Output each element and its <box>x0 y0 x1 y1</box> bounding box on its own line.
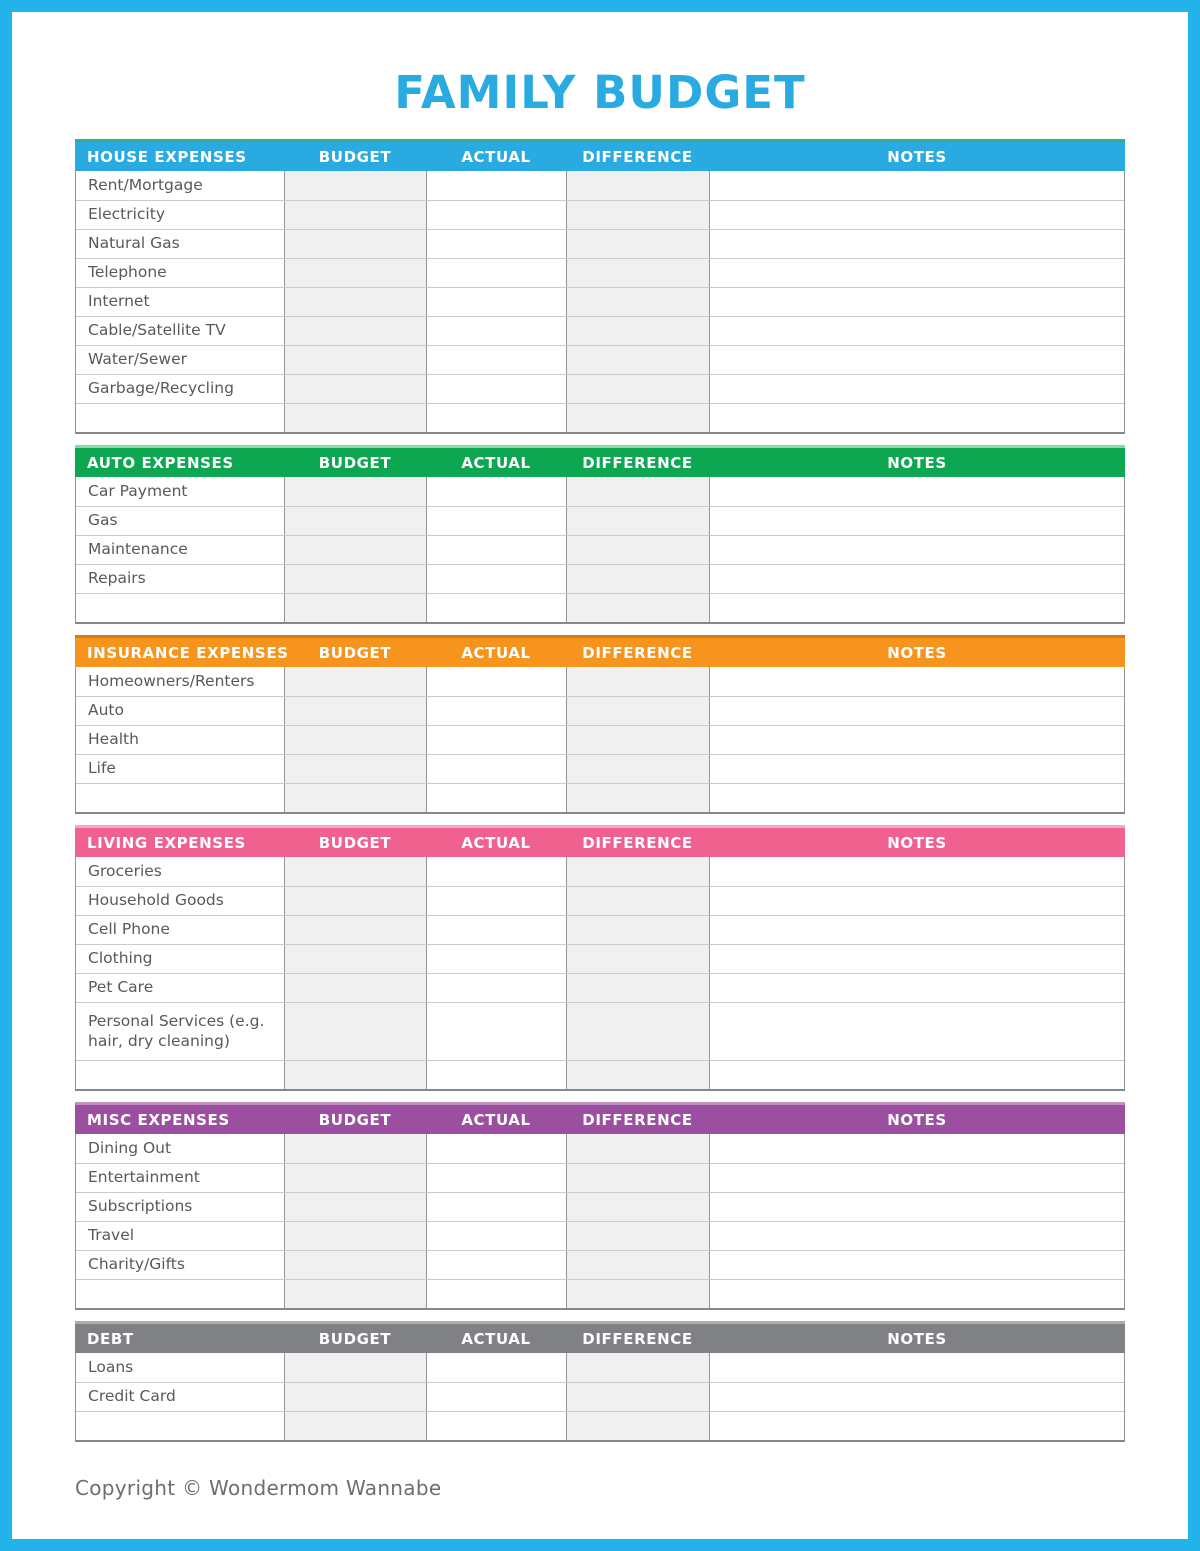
difference-cell <box>567 1061 710 1089</box>
budget-cell <box>285 288 427 316</box>
actual-cell <box>427 317 567 345</box>
expense-label: Credit Card <box>76 1383 285 1411</box>
expense-label: Health <box>76 726 285 754</box>
difference-cell <box>567 1003 710 1060</box>
expense-row <box>76 973 1124 1002</box>
difference-cell <box>567 375 710 403</box>
actual-cell <box>427 171 567 200</box>
section-body <box>75 1134 1125 1310</box>
expense-label: Garbage/Recycling <box>76 375 285 403</box>
actual-cell <box>427 1164 567 1192</box>
difference-cell <box>567 594 710 622</box>
notes-cell <box>710 507 1124 535</box>
actual-cell <box>427 477 567 506</box>
difference-cell <box>567 230 710 258</box>
expense-row <box>76 374 1124 403</box>
notes-cell <box>710 726 1124 754</box>
difference-cell <box>567 507 710 535</box>
difference-cell <box>567 1353 710 1382</box>
expense-row <box>76 477 1124 506</box>
column-header-actual: ACTUAL <box>461 1329 531 1348</box>
budget-cell <box>285 1383 427 1411</box>
section-title: INSURANCE EXPENSES <box>87 643 289 662</box>
notes-cell <box>710 1222 1124 1250</box>
actual-cell <box>427 974 567 1002</box>
actual-cell <box>427 1383 567 1411</box>
expense-row <box>76 258 1124 287</box>
section-misc <box>75 1102 1125 1310</box>
difference-cell <box>567 726 710 754</box>
column-header-difference: DIFFERENCE <box>582 453 693 472</box>
column-header-notes: NOTES <box>887 453 947 472</box>
notes-cell <box>710 375 1124 403</box>
section-living <box>75 825 1125 1091</box>
expense-label: Telephone <box>76 259 285 287</box>
budget-cell <box>285 1353 427 1382</box>
expense-row <box>76 403 1124 432</box>
budget-cell <box>285 945 427 973</box>
actual-cell <box>427 1061 567 1089</box>
actual-cell <box>427 536 567 564</box>
difference-cell <box>567 1193 710 1221</box>
expense-row <box>76 1411 1124 1440</box>
notes-cell <box>710 857 1124 886</box>
difference-cell <box>567 697 710 725</box>
budget-cell <box>285 697 427 725</box>
actual-cell <box>427 346 567 374</box>
notes-cell <box>710 1251 1124 1279</box>
budget-cell <box>285 565 427 593</box>
notes-cell <box>710 667 1124 696</box>
actual-cell <box>427 201 567 229</box>
notes-cell <box>710 697 1124 725</box>
actual-cell <box>427 230 567 258</box>
expense-label: Subscriptions <box>76 1193 285 1221</box>
notes-cell <box>710 594 1124 622</box>
expense-label: Dining Out <box>76 1134 285 1163</box>
actual-cell <box>427 1003 567 1060</box>
notes-cell <box>710 1061 1124 1089</box>
budget-cell <box>285 1412 427 1440</box>
expense-row <box>76 1192 1124 1221</box>
actual-cell <box>427 1222 567 1250</box>
notes-cell <box>710 317 1124 345</box>
expense-label: Internet <box>76 288 285 316</box>
difference-cell <box>567 477 710 506</box>
expense-label: Personal Services (e.g. hair, dry cleaning) <box>76 1003 285 1060</box>
sections-container <box>75 139 1125 1442</box>
notes-cell <box>710 404 1124 432</box>
difference-cell <box>567 945 710 973</box>
column-header-budget: BUDGET <box>318 1110 392 1129</box>
actual-cell <box>427 784 567 812</box>
notes-cell <box>710 565 1124 593</box>
expense-row <box>76 345 1124 374</box>
expense-label: Natural Gas <box>76 230 285 258</box>
expense-row <box>76 857 1124 886</box>
section-debt <box>75 1321 1125 1442</box>
notes-cell <box>710 1164 1124 1192</box>
difference-cell <box>567 1222 710 1250</box>
actual-cell <box>427 1353 567 1382</box>
expense-row <box>76 506 1124 535</box>
column-header-notes: NOTES <box>887 833 947 852</box>
notes-cell <box>710 259 1124 287</box>
section-house <box>75 139 1125 434</box>
notes-cell <box>710 1383 1124 1411</box>
section-header-bar <box>75 139 1125 171</box>
budget-cell <box>285 857 427 886</box>
actual-cell <box>427 594 567 622</box>
budget-cell <box>285 536 427 564</box>
copyright-text: Copyright © Wondermom Wannabe <box>75 1476 442 1500</box>
budget-cell <box>285 171 427 200</box>
expense-row <box>76 229 1124 258</box>
section-header-bar <box>75 635 1125 667</box>
expense-row <box>76 1134 1124 1163</box>
actual-cell <box>427 1193 567 1221</box>
column-header-budget: BUDGET <box>318 1329 392 1348</box>
budget-cell <box>285 1164 427 1192</box>
expense-label <box>76 1412 285 1440</box>
expense-label: Entertainment <box>76 1164 285 1192</box>
difference-cell <box>567 201 710 229</box>
notes-cell <box>710 288 1124 316</box>
section-header-bar <box>75 1102 1125 1134</box>
actual-cell <box>427 404 567 432</box>
section-title: AUTO EXPENSES <box>87 453 234 472</box>
column-header-notes: NOTES <box>887 147 947 166</box>
expense-label: Repairs <box>76 565 285 593</box>
expense-row <box>76 535 1124 564</box>
budget-cell <box>285 201 427 229</box>
actual-cell <box>427 288 567 316</box>
difference-cell <box>567 1383 710 1411</box>
expense-label: Water/Sewer <box>76 346 285 374</box>
column-header-notes: NOTES <box>887 643 947 662</box>
difference-cell <box>567 667 710 696</box>
difference-cell <box>567 317 710 345</box>
section-title: DEBT <box>87 1329 134 1348</box>
actual-cell <box>427 1134 567 1163</box>
actual-cell <box>427 375 567 403</box>
difference-cell <box>567 346 710 374</box>
expense-row <box>76 754 1124 783</box>
expense-label: Car Payment <box>76 477 285 506</box>
expense-row <box>76 886 1124 915</box>
expense-row <box>76 593 1124 622</box>
budget-cell <box>285 1280 427 1308</box>
expense-row <box>76 783 1124 812</box>
difference-cell <box>567 755 710 783</box>
actual-cell <box>427 1412 567 1440</box>
notes-cell <box>710 1280 1124 1308</box>
notes-cell <box>710 1003 1124 1060</box>
section-header-bar <box>75 1321 1125 1353</box>
budget-cell <box>285 1222 427 1250</box>
notes-cell <box>710 1134 1124 1163</box>
notes-cell <box>710 1353 1124 1382</box>
notes-cell <box>710 477 1124 506</box>
expense-label: Travel <box>76 1222 285 1250</box>
budget-cell <box>285 667 427 696</box>
notes-cell <box>710 945 1124 973</box>
section-header-bar <box>75 445 1125 477</box>
notes-cell <box>710 1193 1124 1221</box>
expense-row <box>76 1002 1124 1060</box>
expense-row <box>76 171 1124 200</box>
budget-cell <box>285 887 427 915</box>
budget-cell <box>285 1251 427 1279</box>
section-title: HOUSE EXPENSES <box>87 147 247 166</box>
notes-cell <box>710 230 1124 258</box>
column-header-actual: ACTUAL <box>461 643 531 662</box>
section-title: LIVING EXPENSES <box>87 833 246 852</box>
notes-cell <box>710 536 1124 564</box>
budget-cell <box>285 346 427 374</box>
expense-row <box>76 667 1124 696</box>
expense-label: Charity/Gifts <box>76 1251 285 1279</box>
expense-label <box>76 1280 285 1308</box>
actual-cell <box>427 667 567 696</box>
expense-label: Clothing <box>76 945 285 973</box>
column-header-budget: BUDGET <box>318 147 392 166</box>
notes-cell <box>710 755 1124 783</box>
budget-cell <box>285 1003 427 1060</box>
budget-cell <box>285 755 427 783</box>
section-body <box>75 667 1125 814</box>
notes-cell <box>710 887 1124 915</box>
expense-row <box>76 1250 1124 1279</box>
difference-cell <box>567 1251 710 1279</box>
budget-cell <box>285 594 427 622</box>
notes-cell <box>710 201 1124 229</box>
expense-label: Cable/Satellite TV <box>76 317 285 345</box>
difference-cell <box>567 1134 710 1163</box>
budget-cell <box>285 1134 427 1163</box>
actual-cell <box>427 565 567 593</box>
actual-cell <box>427 1251 567 1279</box>
expense-row <box>76 1353 1124 1382</box>
section-body <box>75 857 1125 1091</box>
section-insurance <box>75 635 1125 814</box>
notes-cell <box>710 784 1124 812</box>
expense-label: Maintenance <box>76 536 285 564</box>
column-header-budget: BUDGET <box>318 453 392 472</box>
difference-cell <box>567 1280 710 1308</box>
page-title: FAMILY BUDGET <box>394 66 806 119</box>
expense-row <box>76 1221 1124 1250</box>
difference-cell <box>567 974 710 1002</box>
budget-cell <box>285 477 427 506</box>
expense-label: Life <box>76 755 285 783</box>
expense-row <box>76 1163 1124 1192</box>
actual-cell <box>427 1280 567 1308</box>
column-header-difference: DIFFERENCE <box>582 147 693 166</box>
budget-cell <box>285 1061 427 1089</box>
notes-cell <box>710 346 1124 374</box>
expense-row <box>76 915 1124 944</box>
section-title: MISC EXPENSES <box>87 1110 230 1129</box>
budget-cell <box>285 317 427 345</box>
difference-cell <box>567 1164 710 1192</box>
column-header-difference: DIFFERENCE <box>582 1110 693 1129</box>
difference-cell <box>567 857 710 886</box>
expense-label: Auto <box>76 697 285 725</box>
section-auto <box>75 445 1125 624</box>
difference-cell <box>567 259 710 287</box>
notes-cell <box>710 974 1124 1002</box>
expense-row <box>76 1279 1124 1308</box>
difference-cell <box>567 536 710 564</box>
column-header-difference: DIFFERENCE <box>582 833 693 852</box>
expense-row <box>76 316 1124 345</box>
expense-row <box>76 696 1124 725</box>
difference-cell <box>567 887 710 915</box>
budget-cell <box>285 726 427 754</box>
section-body <box>75 477 1125 624</box>
difference-cell <box>567 784 710 812</box>
column-header-actual: ACTUAL <box>461 147 531 166</box>
budget-cell <box>285 916 427 944</box>
column-header-actual: ACTUAL <box>461 453 531 472</box>
difference-cell <box>567 288 710 316</box>
expense-row <box>76 564 1124 593</box>
budget-cell <box>285 230 427 258</box>
expense-label: Loans <box>76 1353 285 1382</box>
budget-cell <box>285 784 427 812</box>
expense-label <box>76 594 285 622</box>
expense-row <box>76 200 1124 229</box>
actual-cell <box>427 726 567 754</box>
actual-cell <box>427 857 567 886</box>
actual-cell <box>427 755 567 783</box>
budget-cell <box>285 1193 427 1221</box>
column-header-notes: NOTES <box>887 1329 947 1348</box>
difference-cell <box>567 404 710 432</box>
actual-cell <box>427 697 567 725</box>
column-header-difference: DIFFERENCE <box>582 1329 693 1348</box>
actual-cell <box>427 945 567 973</box>
section-body <box>75 1353 1125 1442</box>
notes-cell <box>710 171 1124 200</box>
expense-label: Homeowners/Renters <box>76 667 285 696</box>
actual-cell <box>427 259 567 287</box>
column-header-actual: ACTUAL <box>461 1110 531 1129</box>
expense-label: Pet Care <box>76 974 285 1002</box>
column-header-budget: BUDGET <box>318 833 392 852</box>
expense-label <box>76 404 285 432</box>
expense-row <box>76 725 1124 754</box>
actual-cell <box>427 916 567 944</box>
column-header-actual: ACTUAL <box>461 833 531 852</box>
column-header-budget: BUDGET <box>318 643 392 662</box>
column-header-difference: DIFFERENCE <box>582 643 693 662</box>
expense-row <box>76 944 1124 973</box>
expense-label: Gas <box>76 507 285 535</box>
difference-cell <box>567 565 710 593</box>
expense-label: Cell Phone <box>76 916 285 944</box>
expense-row <box>76 287 1124 316</box>
actual-cell <box>427 887 567 915</box>
expense-row <box>76 1382 1124 1411</box>
expense-label: Household Goods <box>76 887 285 915</box>
difference-cell <box>567 171 710 200</box>
budget-cell <box>285 507 427 535</box>
actual-cell <box>427 507 567 535</box>
notes-cell <box>710 916 1124 944</box>
section-body <box>75 171 1125 434</box>
budget-cell <box>285 259 427 287</box>
difference-cell <box>567 916 710 944</box>
expense-row <box>76 1060 1124 1089</box>
column-header-notes: NOTES <box>887 1110 947 1129</box>
budget-cell <box>285 375 427 403</box>
expense-label <box>76 784 285 812</box>
budget-cell <box>285 404 427 432</box>
expense-label: Electricity <box>76 201 285 229</box>
section-header-bar <box>75 825 1125 857</box>
notes-cell <box>710 1412 1124 1440</box>
expense-label: Rent/Mortgage <box>76 171 285 200</box>
expense-label <box>76 1061 285 1089</box>
difference-cell <box>567 1412 710 1440</box>
expense-label: Groceries <box>76 857 285 886</box>
budget-cell <box>285 974 427 1002</box>
